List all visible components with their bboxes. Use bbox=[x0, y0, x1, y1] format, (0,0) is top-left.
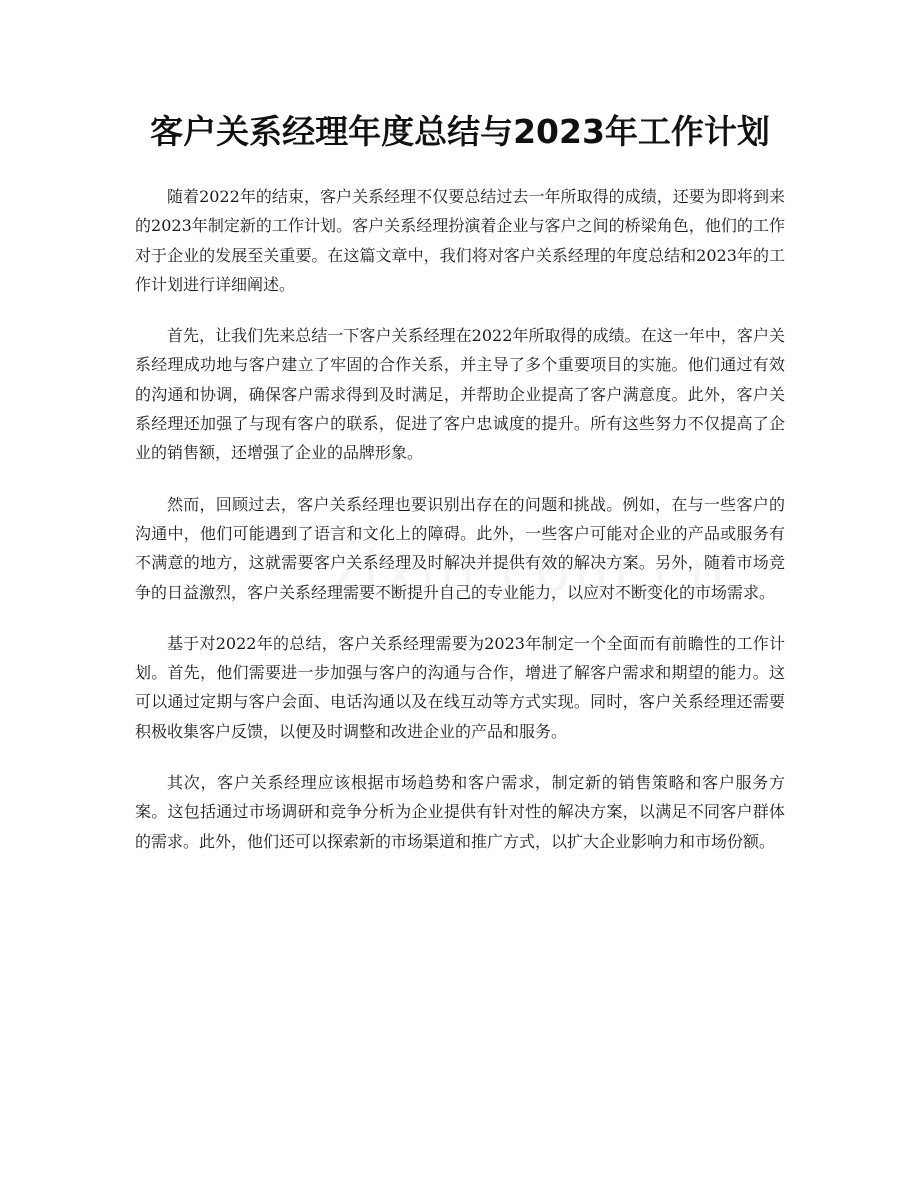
paragraph-5: 其次，客户关系经理应该根据市场趋势和客户需求，制定新的销售策略和客户服务方案。这包括通过市场调研和竞争分析为企业提供有针对性的解决方案，以满足不同客户群体的需求。此外，他们还可以探索新的市场渠道和推广方式，以扩大企业影响力和市场份额。 bbox=[135, 773, 785, 851]
paragraph-3: 然而，回顾过去，客户关系经理也要识别出存在的问题和挑战。例如，在与一些客户的沟通中，他们可能遇到了语言和文化上的障碍。此外，一些客户可能对企业的产品或服务有不满意的地方，这就需要客户关系经理及时解决并提供有效的解决方案。另外，随着市场竞争的日益激烈，客户关系经理需要不断提升自己的专业能力，以应对不断变化的市场需求。 bbox=[135, 494, 785, 602]
paragraph-2: 首先，让我们先来总结一下客户关系经理在2022年所取得的成绩。在这一年中，客户关系经理成功地与客户建立了牢固的合作关系，并主导了多个重要项目的实施。他们通过有效的沟通和协调，确保客户需求得到及时满足，并帮助企业提高了客户满意度。此外，客户关系经理还加强了与现有客户的联系，促进了客户忠诚度的提升。所有这些努力不仅提高了企业的销售额，还增强了企业的品牌形象。 bbox=[135, 326, 785, 463]
paragraph-1: 随着2022年的结束，客户关系经理不仅要总结过去一年所取得的成绩，还要为即将到来的2023年制定新的工作计划。客户关系经理扮演着企业与客户之间的桥梁角色，他们的工作对于企业的发展至关重要。在这篇文章中，我们将对客户关系经理的年度总结和2023年的工作计划进行详细阐述。 bbox=[135, 187, 785, 294]
document-body bbox=[135, 182, 785, 878]
document-title: 客户关系经理年度总结与2023年工作计划 bbox=[150, 112, 770, 151]
paragraph-4: 基于对2022年的总结，客户关系经理需要为2023年制定一个全面而有前瞻性的工作计划。首先，他们需要进一步加强与客户的沟通与合作，增进了解客户需求和期望的能力。这可以通过定期与客户会面、电话沟通以及在线互动等方式实现。同时，客户关系经理还需要积极收集客户反馈，以便及时调整和改进企业的产品和服务。 bbox=[135, 633, 785, 741]
